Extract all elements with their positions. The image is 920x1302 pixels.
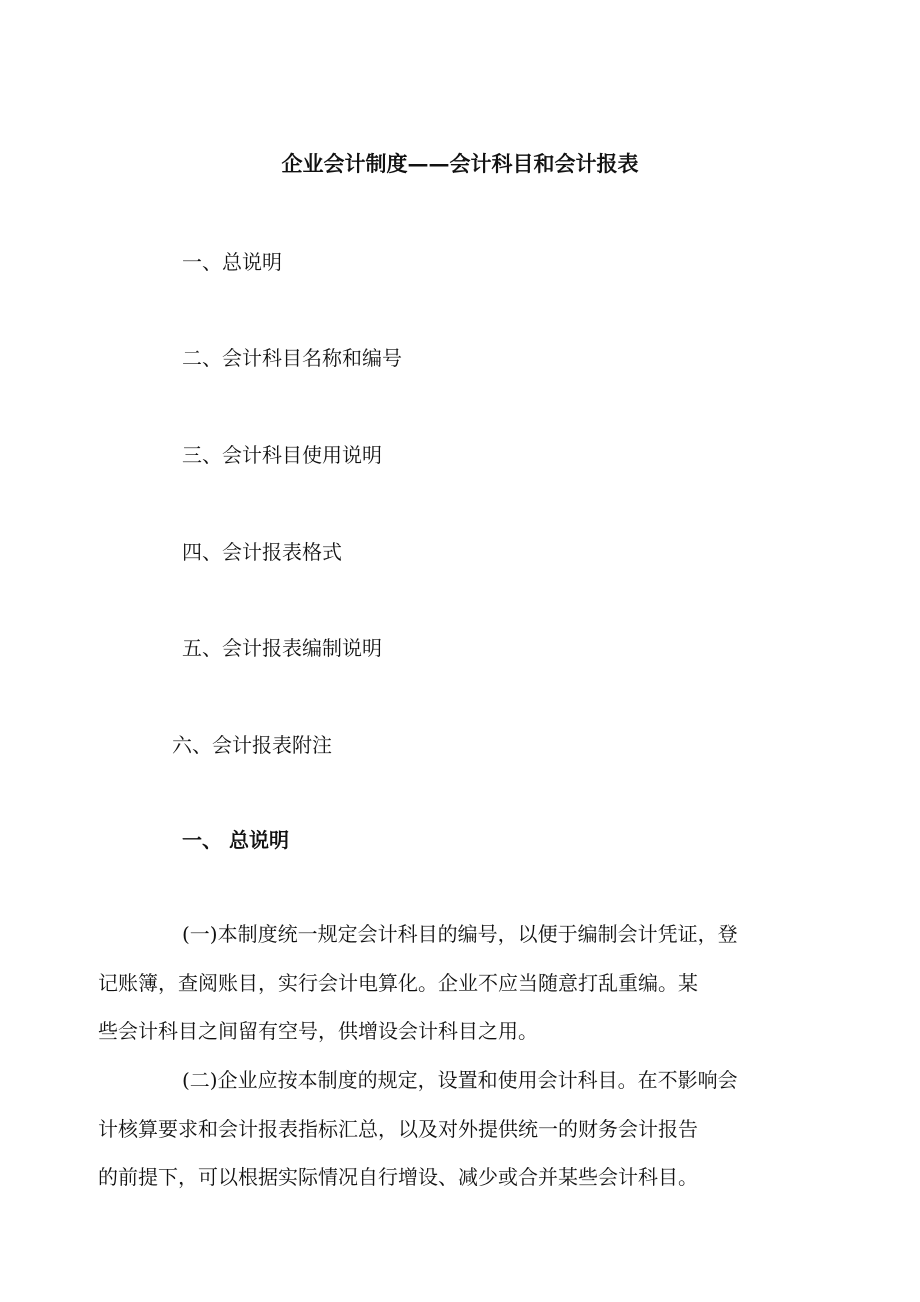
toc-item-3: 三、会计科目使用说明	[182, 443, 382, 467]
paragraph-1	[98, 910, 785, 1056]
paragraph-line: 计核算要求和会计报表指标汇总，以及对外提供统一的财务会计报告	[98, 1116, 698, 1141]
paragraph-line: (二)企业应按本制度的规定，设置和使用会计科目。在不影响会	[182, 1068, 738, 1092]
paragraph-line: 的前提下，可以根据实际情况自行增设、减少或合并某些会计科目。	[98, 1165, 698, 1189]
section-heading: 一、 总说明	[182, 828, 289, 852]
paragraph-line: 些会计科目之间留有空号，供增设会计科目之用。	[98, 1019, 538, 1043]
paragraph-line: 记账簿，查阅账目，实行会计电算化。企业不应当随意打乱重编。某	[98, 970, 698, 995]
paragraph-2	[98, 1056, 785, 1202]
toc-item-2: 二、会计科目名称和编号	[182, 346, 402, 370]
paragraph-line: (一)本制度统一规定会计科目的编号，以便于编制会计凭证，登	[182, 922, 738, 946]
document-title: 企业会计制度——会计科目和会计报表	[281, 151, 639, 176]
toc-item-6: 六、会计报表附注	[172, 733, 332, 757]
toc-item-5: 五、会计报表编制说明	[182, 636, 382, 660]
toc-item-1: 一、总说明	[182, 250, 282, 274]
toc-item-4: 四、会计报表格式	[182, 540, 342, 564]
